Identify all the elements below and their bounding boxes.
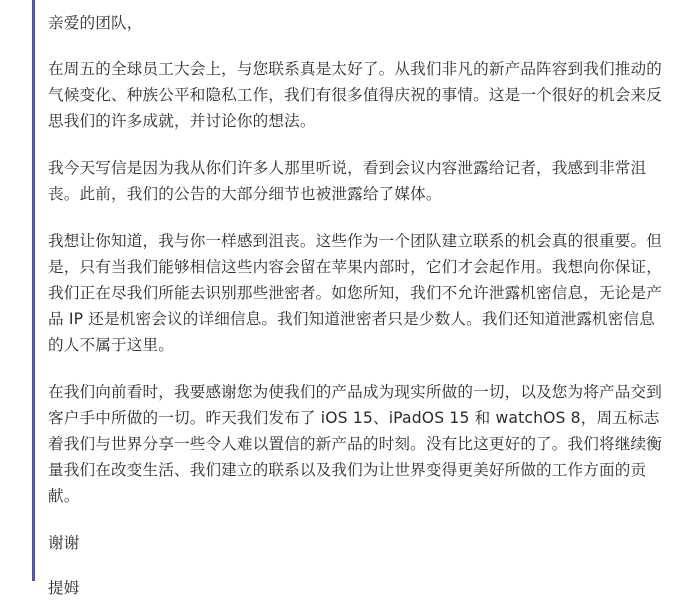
- blockquote-rule: [32, 0, 35, 581]
- letter-paragraph-2: 我今天写信是因为我从你们许多人那里听说，看到会议内容泄露给记者，我感到非常沮丧。此前，我们的公告的大部分细节也被泄露给了媒体。: [48, 159, 647, 203]
- letter-paragraph-4: 在我们向前看时，我要感谢您为使我们的产品成为现实所做的一切，以及您为将产品交到客户手中所做的一切。昨天我们发布了 iOS 15、iPadOS 15 和 watchOS 8，周五标志着我们与世界分享一些令人难以置信的新产品的时刻。没有比这更好的了。我们将继续衡量我们在改变生活、我们建立的联系以及我们为让世界变得更美好所做的工作方面的贡献。: [48, 383, 663, 505]
- letter-greeting: 亲爱的团队，: [48, 14, 143, 32]
- letter-thanks: 谢谢: [48, 534, 80, 552]
- letter-body: [48, 10, 670, 601]
- letter-paragraph-1: 在周五的全球员工大会上，与您联系真是太好了。从我们非凡的新产品阵容到我们推动的气候变化、种族公平和隐私工作，我们有很多值得庆祝的事情。这是一个很好的机会来反思我们的许多成就，并讨论你的想法。: [48, 60, 663, 130]
- letter-signature: 提姆: [48, 579, 80, 597]
- letter-paragraph-3: 我想让你知道，我与你一样感到沮丧。这些作为一个团队建立联系的机会真的很重要。但是，只有当我们能够相信这些内容会留在苹果内部时，它们才会起作用。我想向你保证，我们正在尽我们所能去识别那些泄密者。如您所知，我们不允许泄露机密信息，无论是产品 IP 还是机密会议的详细信息。我们知道泄密者只是少数人。我们还知道泄露机密信息的人不属于这里。: [48, 232, 663, 354]
